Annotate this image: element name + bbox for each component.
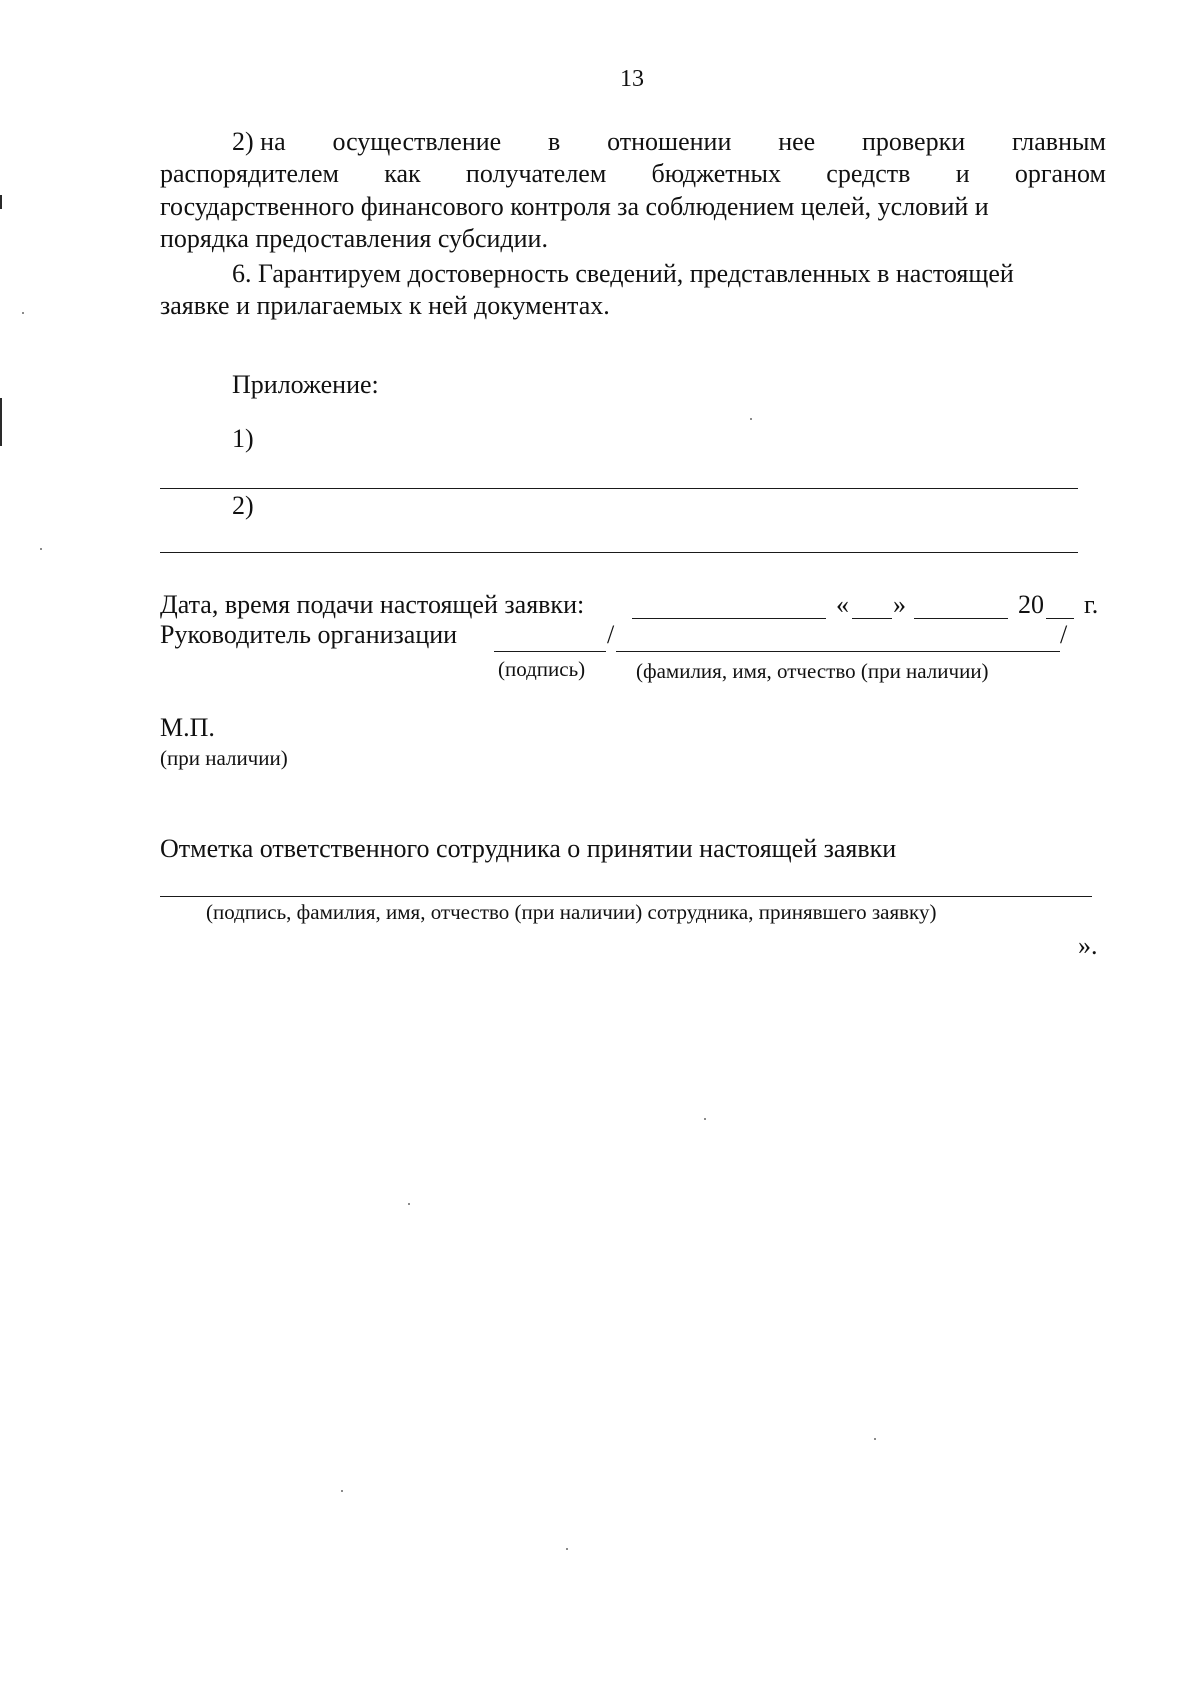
para2-line2: [160, 158, 1106, 190]
para2-word: органом: [1014, 159, 1106, 188]
para2-word: как: [384, 159, 421, 188]
page-number: 13: [620, 66, 644, 92]
scan-edge-mark: [0, 398, 2, 446]
head-slash-1: /: [607, 620, 615, 649]
submission-year-prefix: 20: [1018, 590, 1044, 619]
scan-speck: [408, 1203, 410, 1205]
acceptance-title: Отметка ответственного сотрудника о принятии настоящей заявки: [160, 834, 897, 863]
acceptance-caption: (подпись, фамилия, имя, отчество (при наличии) сотрудника, принявшего заявку): [206, 900, 937, 924]
para2-word: проверки: [862, 127, 966, 156]
head-slash-2: /: [1060, 620, 1068, 649]
stamp-label: М.П.: [160, 713, 215, 742]
submission-day-field[interactable]: [852, 618, 892, 619]
scan-speck: [22, 312, 24, 314]
scan-speck: [40, 548, 42, 550]
attachments-heading: Приложение:: [232, 370, 379, 399]
para2-word: осуществление: [332, 127, 502, 156]
scan-speck: [566, 1548, 568, 1550]
para2-word: 2) на: [232, 127, 286, 156]
para2-word: главным: [1011, 127, 1106, 156]
para6-line1: 6. Гарантируем достоверность сведений, представленных в настоящей: [232, 259, 1014, 288]
para2-word: распорядителем: [160, 159, 339, 188]
submission-time-field[interactable]: [632, 618, 826, 619]
para2-line4: порядка предоставления субсидии.: [160, 224, 548, 253]
para2-word: нее: [778, 127, 816, 156]
scan-speck: [750, 418, 752, 420]
head-name-field[interactable]: [616, 651, 1060, 652]
submission-month-field[interactable]: [914, 618, 1008, 619]
stamp-note: (при наличии): [160, 746, 288, 770]
para2-line1: [232, 126, 1106, 158]
scan-speck: [704, 1118, 706, 1120]
acceptance-signature-line[interactable]: [160, 896, 1092, 897]
scan-speck: [874, 1438, 876, 1440]
para2-word: отношении: [607, 127, 732, 156]
submission-quote-close: »: [893, 590, 906, 619]
head-of-organization-label: Руководитель организации: [160, 620, 458, 649]
submission-year-suffix: г.: [1084, 590, 1099, 619]
head-signature-field[interactable]: [494, 651, 606, 652]
scan-edge-mark: [0, 195, 2, 209]
attachment-item-2-line[interactable]: [160, 552, 1078, 553]
para2-word: средств: [826, 159, 911, 188]
attachment-item-1-number: 1): [232, 424, 254, 453]
para2-word: получателем: [465, 159, 607, 188]
para2-word: и: [955, 159, 970, 188]
signature-caption: (подпись): [498, 657, 586, 681]
para2-line3: государственного финансового контроля за соблюдением целей, условий и: [160, 192, 989, 221]
submission-quote-open: «: [836, 590, 849, 619]
submission-date-label: Дата, время подачи настоящей заявки:: [160, 590, 585, 619]
attachment-item-1-line[interactable]: [160, 488, 1078, 489]
para6-line2: заявке и прилагаемых к ней документах.: [160, 291, 610, 320]
closing-quote: ».: [1078, 931, 1098, 960]
attachment-item-2-number: 2): [232, 491, 254, 520]
para2-word: в: [548, 127, 561, 156]
scan-speck: [341, 1490, 343, 1492]
para2-word: бюджетных: [651, 159, 782, 188]
name-caption: (фамилия, имя, отчество (при наличии): [636, 659, 989, 683]
